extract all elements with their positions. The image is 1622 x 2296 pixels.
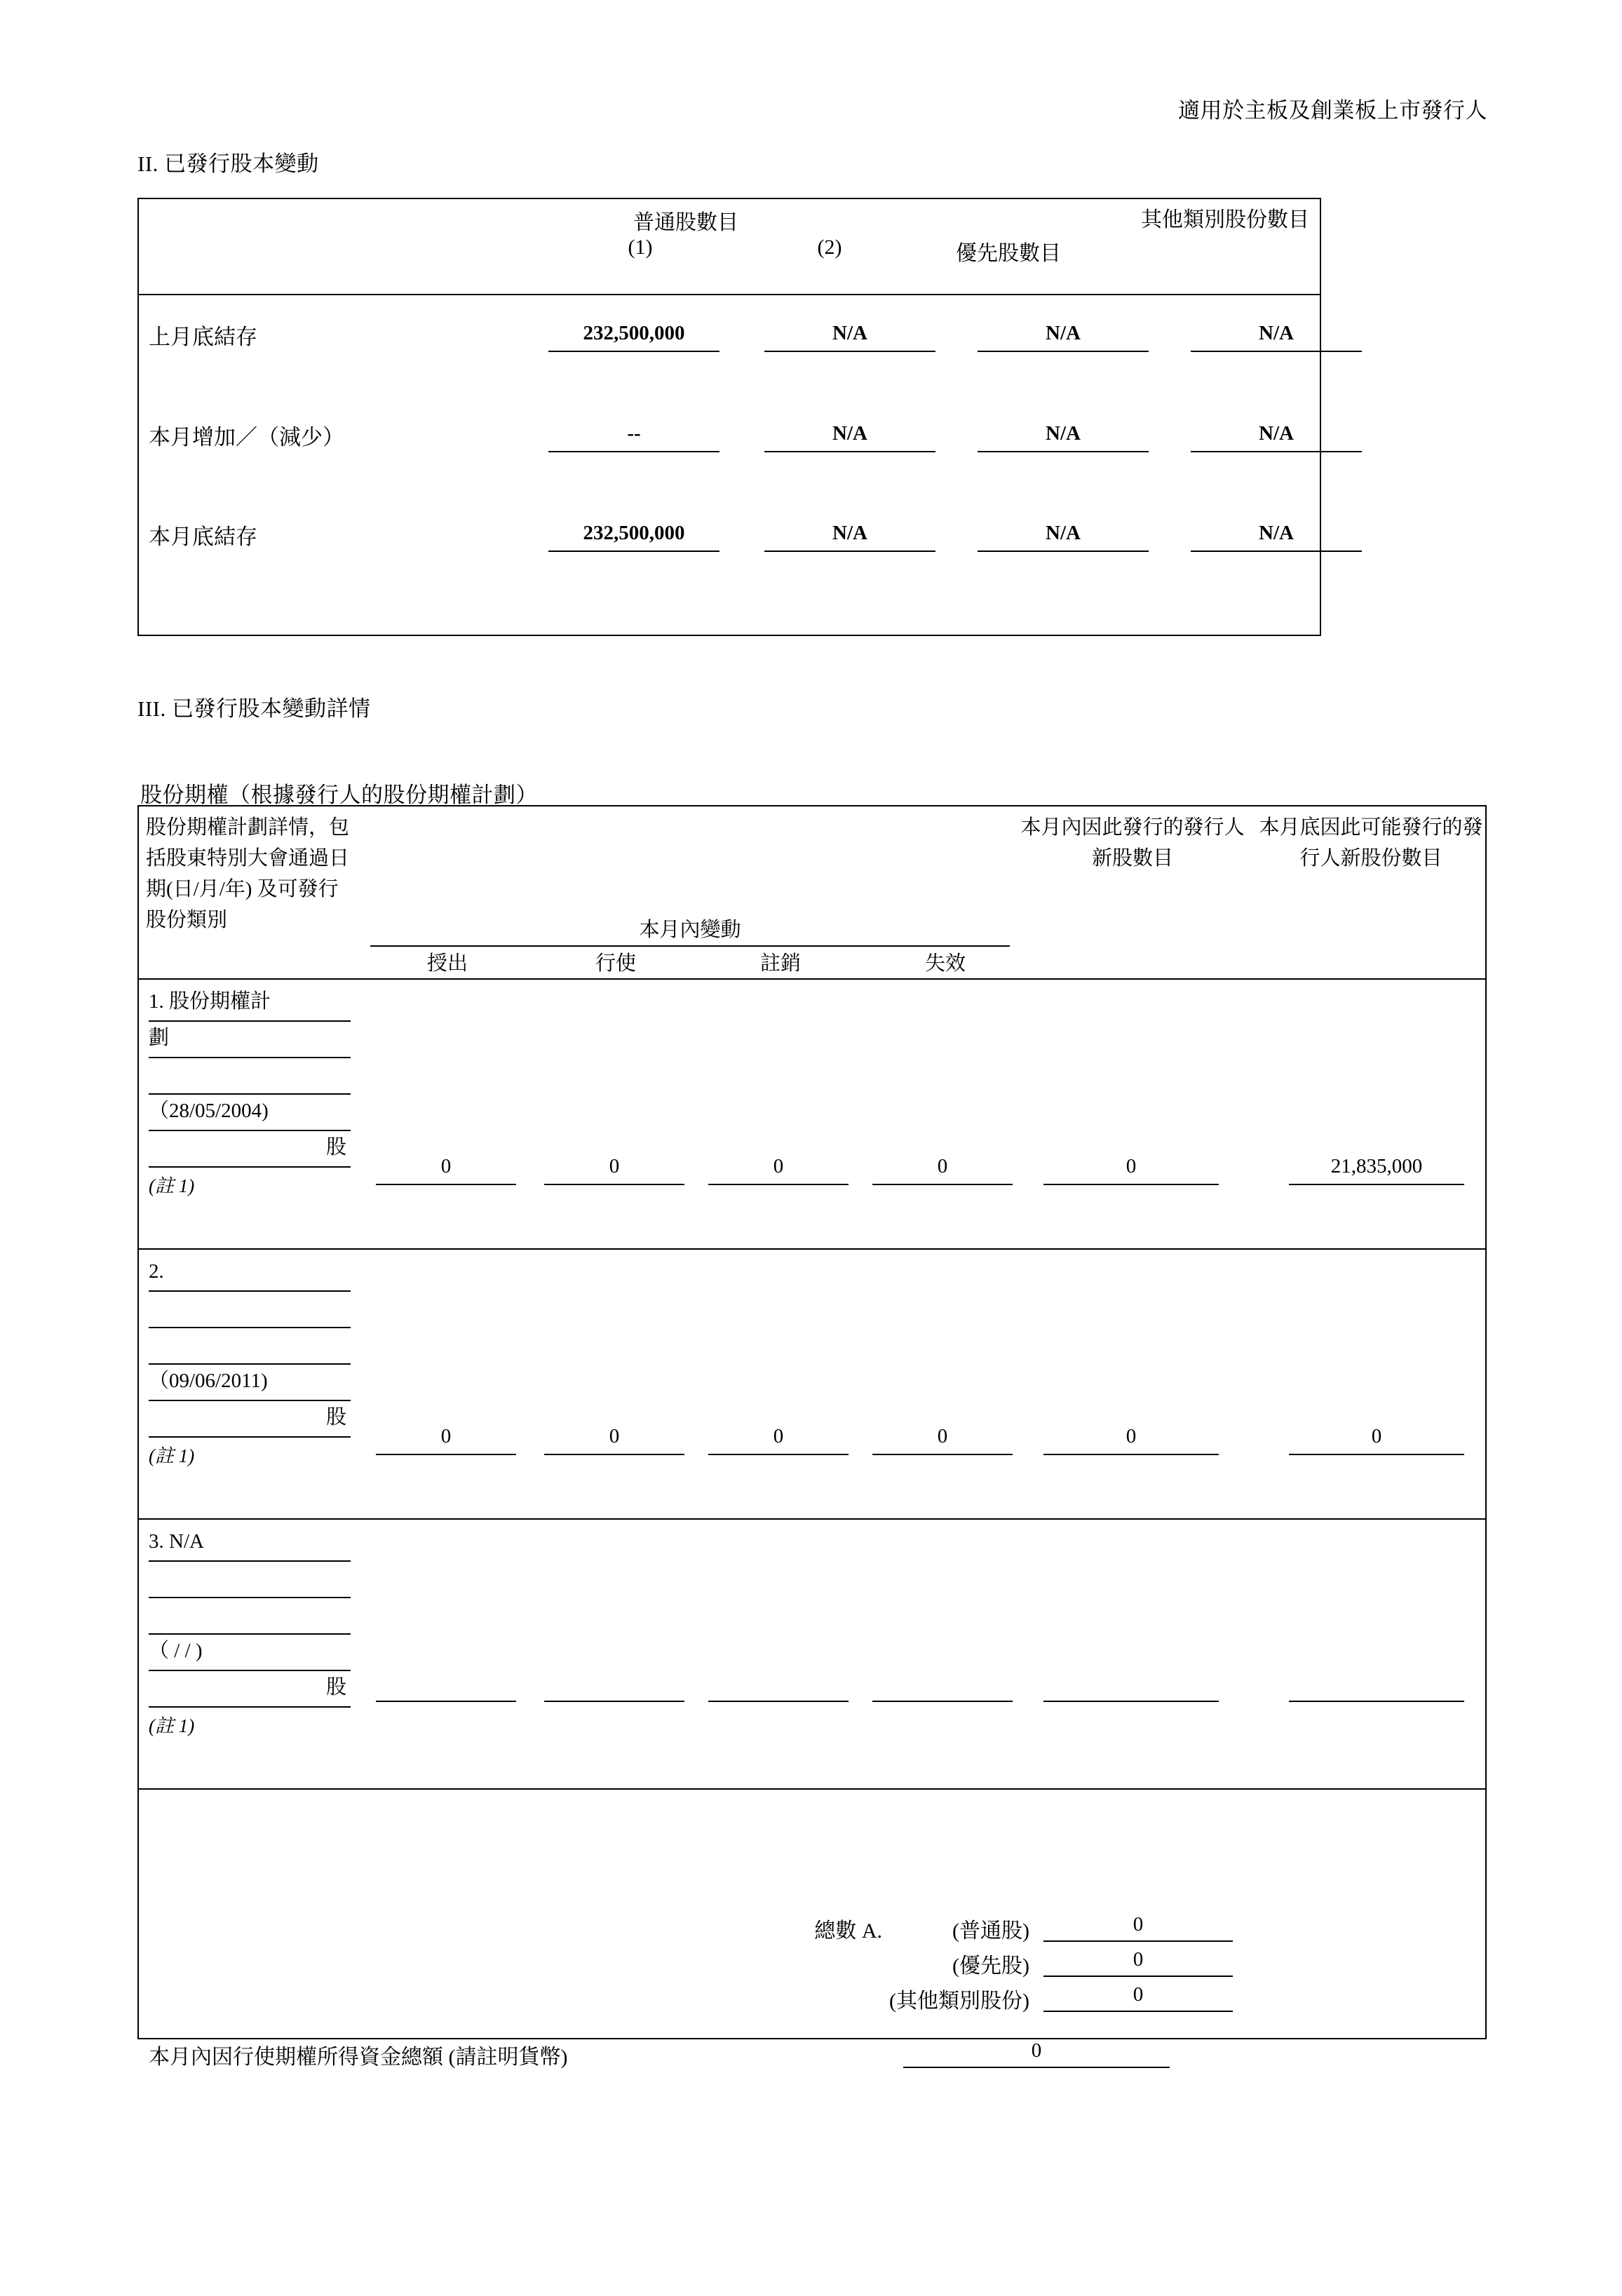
total-a-label: 總數 A. — [814, 1919, 882, 1943]
total-ordinary-label: (普通股) — [952, 1919, 1029, 1943]
totals-area — [139, 1907, 1485, 2069]
cell-preferred: N/A — [978, 422, 1149, 452]
column-header-other-shares: 其他類別股份數目 — [1141, 208, 1309, 231]
cell-common2: N/A — [764, 322, 935, 352]
cell-cancelled — [708, 1695, 849, 1702]
cell-lapsed — [872, 1695, 1013, 1702]
scheme-line-1: 2. — [149, 1255, 351, 1292]
scheme-line-2 — [149, 1562, 351, 1598]
scheme-description-cell — [149, 985, 351, 1198]
scheme-line-3 — [149, 1598, 351, 1635]
section-2-title: II. 已發行股本變動 — [137, 151, 319, 176]
scheme-note: (註 1) — [149, 1175, 195, 1196]
cell-other: N/A — [1191, 422, 1362, 452]
scheme-approval-date: （09/06/2011) — [149, 1365, 351, 1401]
cell-issued: 0 — [1043, 1425, 1219, 1455]
scheme-share-class: 股 — [149, 1131, 351, 1168]
column-header-common-1: (1) — [628, 236, 653, 259]
cell-common1: 232,500,000 — [548, 522, 719, 552]
cell-other: N/A — [1191, 322, 1362, 352]
cell-granted: 0 — [376, 1155, 516, 1185]
column-header-month-change: 本月內變動 — [370, 914, 1010, 947]
scheme-description-cell — [149, 1255, 351, 1468]
total-other-value: 0 — [1043, 1983, 1233, 2012]
column-header-potential-issue: 本月底因此可能發行的發行人新股份數目 — [1259, 816, 1483, 870]
cell-potential: 0 — [1289, 1425, 1464, 1455]
cell-preferred: N/A — [978, 322, 1149, 352]
scheme-description-cell — [149, 1525, 351, 1738]
scheme-line-2: 劃 — [149, 1022, 351, 1058]
cell-lapsed: 0 — [872, 1425, 1013, 1455]
scheme-line-3 — [149, 1328, 351, 1365]
table-row — [139, 301, 1320, 399]
cell-issued: 0 — [1043, 1155, 1219, 1185]
cell-other: N/A — [1191, 522, 1362, 552]
cell-common2: N/A — [764, 522, 935, 552]
scheme-note: (註 1) — [149, 1715, 195, 1736]
scheme-line-1: 1. 股份期權計 — [149, 985, 351, 1022]
column-header-granted: 授出 — [426, 952, 468, 975]
column-header-lapsed: 失效 — [924, 952, 966, 975]
section-3-title: III. 已發行股本變動詳情 — [137, 696, 371, 721]
table3-header-row — [139, 806, 1485, 980]
cell-exercised: 0 — [544, 1155, 684, 1185]
column-header-preferred-shares: 優先股數目 — [956, 242, 1061, 265]
column-header-issued-this-month: 本月內因此發行的發行人新股數目 — [1020, 816, 1245, 870]
scheme-line-1: 3. N/A — [149, 1525, 351, 1562]
scheme-line-3 — [149, 1058, 351, 1095]
total-other-label: (其他類別股份) — [889, 1990, 1029, 2013]
total-preferred-label: (優先股) — [952, 1954, 1029, 1978]
cell-cancelled: 0 — [708, 1155, 849, 1185]
applicability-note: 適用於主板及創業板上市發行人 — [1178, 98, 1487, 123]
column-header-scheme-description: 股份期權計劃詳情，包括股東特別大會通過日期(日/月/年) 及可發行股份類別 — [146, 816, 350, 931]
table-row — [139, 978, 1485, 1250]
scheme-approval-date: （28/05/2004) — [149, 1095, 351, 1131]
total-preferred-value: 0 — [1043, 1948, 1233, 1977]
issued-capital-table — [137, 198, 1321, 636]
cell-preferred: N/A — [978, 522, 1149, 552]
scheme-share-class: 股 — [149, 1671, 351, 1708]
cell-common1: -- — [548, 422, 719, 452]
cell-granted — [376, 1695, 516, 1702]
cell-common1: 232,500,000 — [548, 322, 719, 352]
row-label-balance-last-month: 上月底結存 — [149, 325, 257, 349]
column-header-exercised: 行使 — [595, 952, 636, 975]
table-row — [139, 1518, 1485, 1790]
column-header-common-2: (2) — [817, 236, 842, 259]
table-row — [139, 1248, 1485, 1520]
cell-exercised — [544, 1695, 684, 1702]
funds-raised-label: 本月內因行使期權所得資金總額 (請註明貨幣) — [149, 2046, 568, 2069]
cell-exercised: 0 — [544, 1425, 684, 1455]
cell-potential: 21,835,000 — [1289, 1155, 1464, 1185]
table-row — [139, 501, 1320, 599]
scheme-line-2 — [149, 1292, 351, 1328]
table2-header-row — [139, 199, 1320, 295]
cell-issued — [1043, 1695, 1219, 1702]
cell-cancelled: 0 — [708, 1425, 849, 1455]
scheme-share-class: 股 — [149, 1401, 351, 1438]
row-label-balance-this-month: 本月底結存 — [149, 525, 257, 549]
cell-lapsed: 0 — [872, 1155, 1013, 1185]
scheme-approval-date: （ / / ) — [149, 1635, 351, 1671]
column-header-common-shares: 普通股數目 — [633, 211, 738, 234]
cell-common2: N/A — [764, 422, 935, 452]
row-label-increase-decrease: 本月增加／（減少） — [149, 425, 344, 450]
table-row — [139, 401, 1320, 499]
share-options-subtitle: 股份期權（根據發行人的股份期權計劃） — [140, 783, 538, 807]
cell-potential — [1289, 1695, 1464, 1702]
total-ordinary-value: 0 — [1043, 1913, 1233, 1942]
share-options-table — [137, 805, 1487, 2069]
cell-granted: 0 — [376, 1425, 516, 1455]
funds-raised-value: 0 — [903, 2039, 1170, 2068]
column-header-cancelled: 註銷 — [759, 952, 801, 975]
scheme-note: (註 1) — [149, 1445, 195, 1466]
